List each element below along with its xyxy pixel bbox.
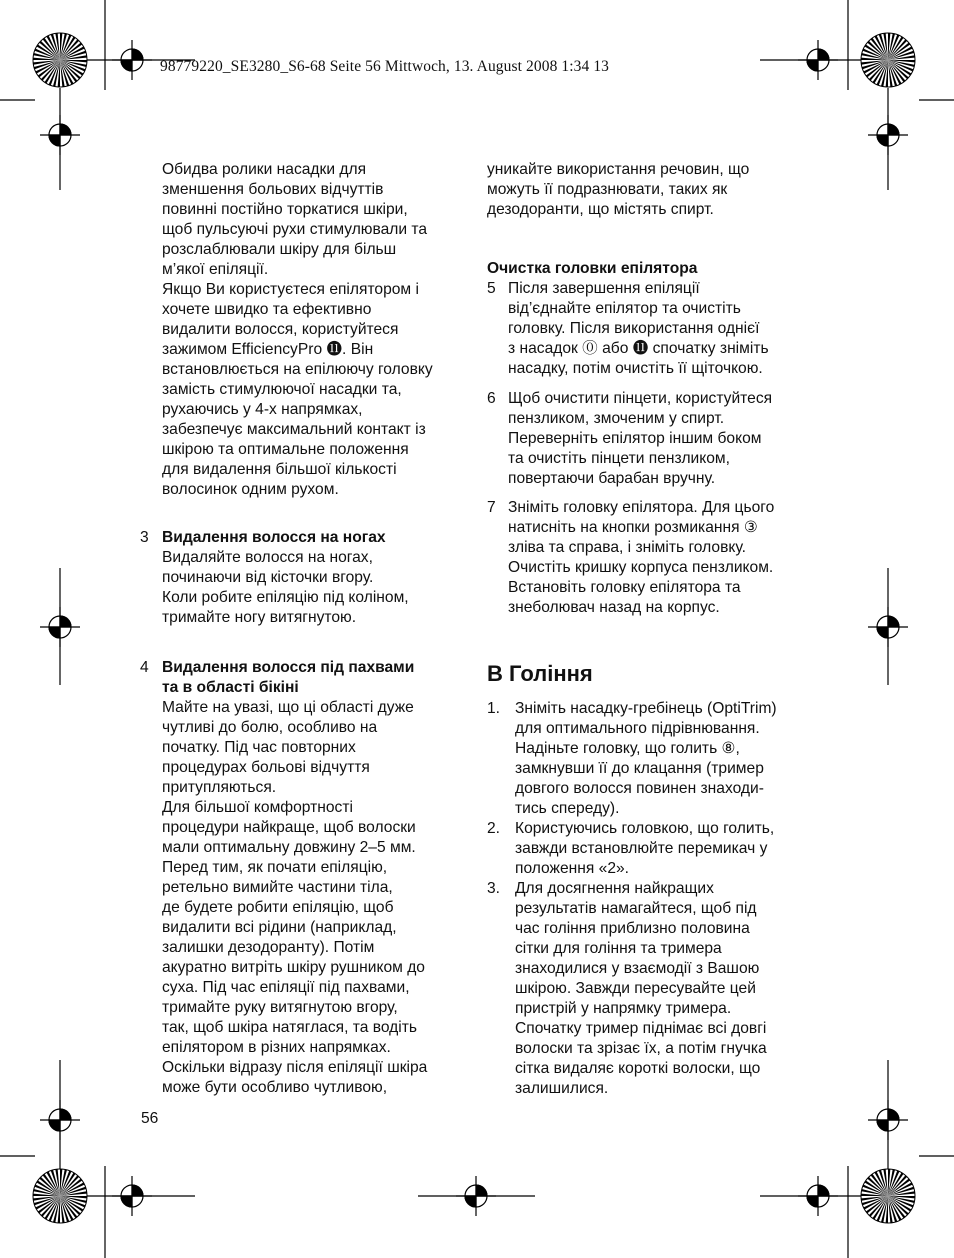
text-line: з насадок ⓪ або ⓫ спочатку зніміть [508, 340, 769, 357]
text-line: Встановіть головку епілятора та [508, 579, 741, 596]
text-line: ретельно вимийте частини тіла, [162, 879, 393, 896]
right-continuation [487, 160, 817, 220]
text-line: забезпечує максимальний контакт із [162, 421, 426, 438]
text-line: так, щоб шкіра натяглася, та водіть [162, 1019, 417, 1036]
text-line: притупляються. [162, 779, 277, 796]
step-number: 3. [487, 880, 501, 897]
section-number: 3 [140, 529, 149, 546]
text-line: Зніміть насадку-гребінець (OptiTrim) [515, 700, 777, 717]
text-line: дезодоранти, що містять спирт. [487, 201, 714, 218]
step-6 [487, 389, 817, 489]
text-line: розслаблювали шкіру для більш [162, 241, 397, 258]
step-number: 1. [487, 700, 501, 717]
text-line: Для більшої комфортності [162, 799, 353, 816]
text-line: для видалення більшої кількості [162, 461, 397, 478]
text-line: може бути особливо чутливою, [162, 1079, 388, 1096]
left-intro [162, 160, 467, 500]
text-line: повертаючи барабан вручну. [508, 470, 716, 487]
text-line: Зніміть головку епілятора. Для цього [508, 499, 775, 516]
page-number: 56 [141, 1110, 159, 1127]
step-number: 6 [487, 390, 496, 407]
text-line: хочете швидко та ефективно [162, 301, 372, 318]
text-line: волоски та зрізає їх, а потім гнучка [515, 1040, 767, 1057]
section-number: 4 [140, 659, 149, 676]
section-title-line: та в області бікіні [162, 679, 299, 696]
text-line: знаходилися у взаємодії з Вашою [515, 960, 760, 977]
text-line: встановлюється на епілюючу головку [162, 361, 433, 378]
print-header: 98779220_SE3280_S6-68 Seite 56 Mittwoch, 13. August 2008 1:34 13 [160, 58, 610, 75]
text-line: знеболювач назад на корпус. [508, 599, 720, 616]
text-line: епілятором в різних напрямках. [162, 1039, 391, 1056]
text-line: завжди встановлюйте перемикач у [515, 840, 768, 857]
text-line: замкнувши її до клацання (тример [515, 760, 764, 777]
text-line: видалити всі рідини (наприклад, [162, 919, 397, 936]
text-line: пристрій у напрямку тримера. [515, 1000, 732, 1017]
section-title-line: Видалення волосся під пахвами [162, 659, 415, 676]
text-line: Коли робите епіляцію під коліном, [162, 589, 409, 606]
text-line: тримайте ногу витягнутою. [162, 609, 357, 626]
text-line: пензликом, змоченим у спирт. [508, 410, 725, 427]
text-line: час гоління приблизно половина [515, 920, 750, 937]
section-3 [140, 528, 467, 628]
text-line: можуть її подразнювати, таких як [487, 181, 728, 198]
cleaning-section [487, 259, 817, 379]
text-line: суха. Під час епіляції під пахвами, [162, 979, 410, 996]
section-title: Видалення волосся на ногах [162, 529, 386, 546]
shaving-step [487, 699, 817, 819]
text-line: залишки дезодоранту). Потім [162, 939, 375, 956]
text-line: де будете робити епіляцію, щоб [162, 899, 394, 916]
text-line: сітки для гоління та тримера [515, 940, 722, 957]
text-line: рухаючись у 4-х напрямках, [162, 401, 363, 418]
text-line: довгого волосся повинен знаходи- [515, 780, 764, 797]
text-line: результатів намагайтеся, щоб під [515, 900, 757, 917]
shaving-step [487, 879, 817, 1099]
text-line: Обидва ролики насадки для [162, 161, 367, 178]
text-line: від’єднайте епілятор та очистіть [508, 300, 741, 317]
shaving-title: B Гоління [487, 661, 593, 686]
text-line: натисніть на кнопки розмикання ③ [508, 519, 758, 536]
text-line: повинні постійно торкатися шкіри, [162, 201, 408, 218]
step-number: 2. [487, 820, 501, 837]
text-line: зменшення больових відчуттів [162, 181, 384, 198]
text-line: щоб пульсуючі рухи стимулювали та [162, 221, 428, 238]
text-line: Щоб очистити пінцети, користуйтеся [508, 390, 773, 407]
text-line: зліва та справа, і зніміть головку. [508, 539, 746, 556]
text-line: Для досягнення найкращих [515, 880, 714, 897]
cleaning-title: Очистка головки епілятора [487, 260, 698, 277]
text-line: Після завершення епіляції [508, 280, 700, 297]
text-line: зажимом EfficiencyPro ⓫. Він [162, 341, 374, 358]
text-line: тись спереду). [515, 800, 620, 817]
shaving-step [487, 819, 817, 879]
text-line: Спочатку тример піднімає всі довгі [515, 1020, 767, 1037]
text-line: шкірою та оптимальне положення [162, 441, 409, 458]
shaving-section [487, 661, 817, 1099]
text-line: Якщо Ви користуєтеся епілятором і [162, 281, 419, 298]
text-line: шкірою. Завжди пересувайте цей [515, 980, 756, 997]
text-line: Очистіть кришку корпуса пензликом. [508, 559, 774, 576]
step-number: 7 [487, 499, 496, 516]
text-line: починаючи від кісточки вгору. [162, 569, 374, 586]
text-line: сітка видаляє короткі волоски, що [515, 1060, 761, 1077]
text-line: Перед тим, як почати епіляцію, [162, 859, 388, 876]
text-line: для оптимального підрівнювання. [515, 720, 760, 737]
text-line: волосинок одним рухом. [162, 481, 339, 498]
text-line: положення «2». [515, 860, 629, 877]
step-number: 5 [487, 280, 496, 297]
text-line: та очистіть пінцети пензликом, [508, 450, 730, 467]
text-line: чутливі до болю, особливо на [162, 719, 378, 736]
text-line: залишилися. [515, 1080, 609, 1097]
text-line: процедурах больові відчуття [162, 759, 370, 776]
text-line: Користуючись головкою, що голить, [515, 820, 775, 837]
text-line: Оскільки відразу після епіляції шкіра [162, 1059, 428, 1076]
text-line: Майте на увазі, що ці області дуже [162, 699, 414, 716]
text-line: початку. Під час повторних [162, 739, 356, 756]
text-line: уникайте використання речовин, що [487, 161, 750, 178]
text-line: замість стимулюючої насадки та, [162, 381, 402, 398]
step-7 [487, 498, 817, 618]
section-4 [140, 658, 467, 1098]
text-line: процедури найкраще, щоб волоски [162, 819, 416, 836]
text-line: Переверніть епілятор іншим боком [508, 430, 762, 447]
text-line: м’якої епіляції. [162, 261, 269, 278]
text-line: Видаляйте волосся на ногах, [162, 549, 373, 566]
text-line: мали оптимальну довжину 2–5 мм. [162, 839, 416, 856]
text-line: видалити волосся, користуйтеся [162, 321, 399, 338]
text-line: акуратно витріть шкіру рушником до [162, 959, 425, 976]
text-line: головку. Після використання однієї [508, 320, 760, 337]
text-line: насадку, потім очистіть її щіточкою. [508, 360, 763, 377]
text-line: тримайте руку витягнутою вгору, [162, 999, 398, 1016]
text-line: Надіньте головку, що голить ⑧, [515, 740, 740, 757]
